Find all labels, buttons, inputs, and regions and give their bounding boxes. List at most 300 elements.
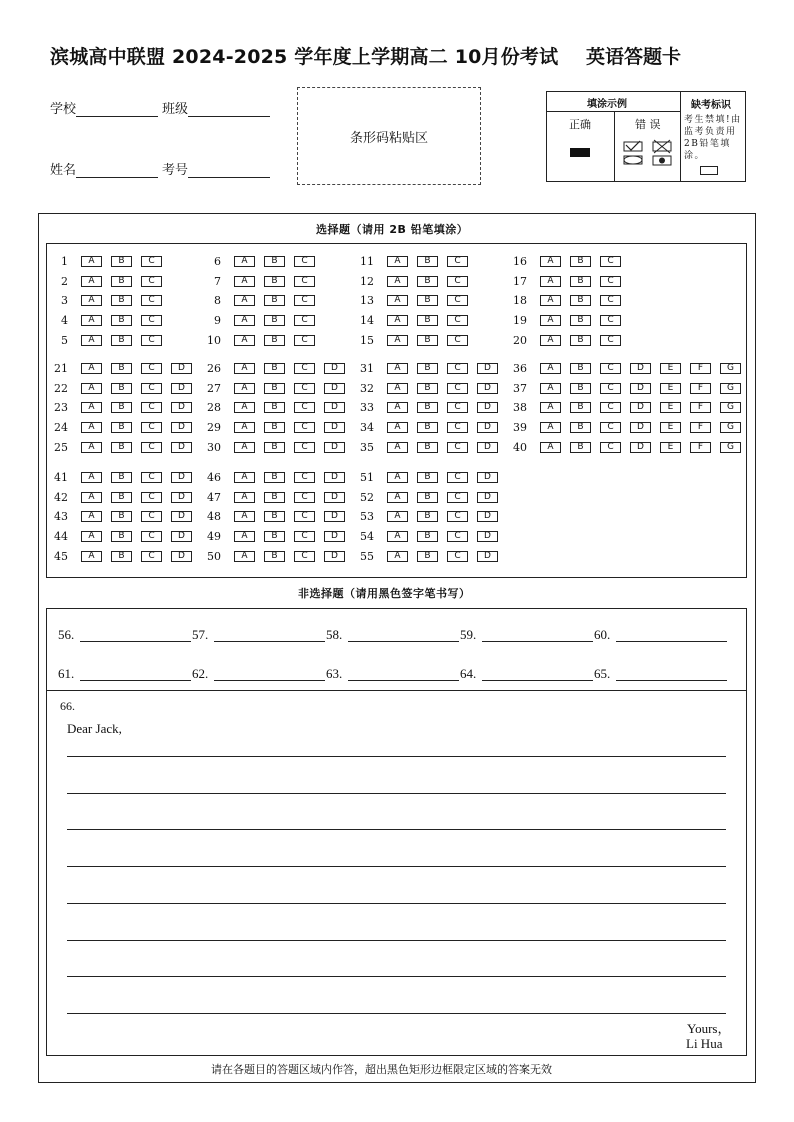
option-bubble-d[interactable]: D	[477, 402, 498, 413]
option-bubble-a[interactable]: A	[387, 511, 408, 522]
question-number: 21	[54, 362, 68, 375]
option-bubble-c[interactable]: C	[141, 276, 162, 287]
option-bubble-b[interactable]: B	[264, 256, 285, 267]
option-bubble-b[interactable]: B	[111, 276, 132, 287]
question-number: 40	[513, 440, 527, 454]
option-bubble-b[interactable]: B	[264, 531, 285, 542]
option-bubble-a[interactable]: A	[540, 383, 561, 394]
option-bubble-g[interactable]: G	[720, 402, 741, 413]
option-bubble-d[interactable]: D	[324, 531, 345, 542]
option-bubble-d[interactable]: D	[477, 531, 498, 542]
option-bubble-a[interactable]: A	[81, 295, 102, 306]
option-bubble-b[interactable]: B	[417, 363, 438, 374]
barcode-label: 条形码粘贴区	[349, 130, 428, 146]
exam-title: 滨城高中联盟 2024-2025 学年度上学期高二 10月份考试	[50, 46, 559, 68]
option-bubble-b[interactable]: B	[417, 276, 438, 287]
option-bubble-d[interactable]: D	[477, 383, 498, 394]
option-bubble-a[interactable]: A	[234, 363, 255, 374]
option-bubble-a[interactable]: A	[81, 363, 102, 374]
option-bubble-e[interactable]: E	[660, 442, 681, 453]
school-field[interactable]	[50, 98, 158, 117]
option-bubble-d[interactable]: D	[630, 422, 651, 433]
option-bubble-d[interactable]: D	[324, 422, 345, 433]
option-bubble-a[interactable]: A	[81, 492, 102, 503]
option-bubble-b[interactable]: B	[417, 511, 438, 522]
option-bubble-d[interactable]: D	[171, 492, 192, 503]
option-bubble-a[interactable]: A	[387, 531, 408, 542]
option-bubble-d[interactable]: D	[324, 442, 345, 453]
question-number: 7	[214, 274, 221, 288]
name-field[interactable]	[50, 159, 158, 178]
option-bubble-a[interactable]: A	[81, 383, 102, 394]
option-bubble-c[interactable]: C	[447, 363, 468, 374]
option-bubble-c[interactable]: C	[447, 315, 468, 326]
question-number: 3	[61, 294, 68, 308]
option-bubble-c[interactable]: C	[141, 315, 162, 326]
question-number: 49	[207, 530, 221, 544]
name-underline	[76, 163, 158, 178]
option-bubble-b[interactable]: B	[570, 256, 591, 267]
option-bubble-c[interactable]: C	[600, 335, 621, 346]
option-bubble-a[interactable]: A	[540, 335, 561, 346]
option-bubble-d[interactable]: D	[171, 511, 192, 522]
option-bubble-c[interactable]: C	[294, 511, 315, 522]
option-bubble-a[interactable]: A	[387, 363, 408, 374]
question-number: 18	[513, 294, 527, 308]
class-underline	[188, 102, 270, 117]
option-bubble-c[interactable]: C	[600, 295, 621, 306]
question-number: 12	[360, 274, 374, 288]
option-bubble-c[interactable]: C	[294, 363, 315, 374]
question-number: 44	[54, 530, 68, 544]
writing-line[interactable]	[67, 1013, 726, 1014]
option-bubble-c[interactable]: C	[600, 276, 621, 287]
option-bubble-c[interactable]: C	[294, 402, 315, 413]
option-bubble-b[interactable]: B	[264, 422, 285, 433]
blank-number: 64.	[460, 666, 477, 681]
writing-line[interactable]	[67, 793, 726, 794]
question-number: 32	[360, 381, 374, 395]
option-bubble-b[interactable]: B	[264, 276, 285, 287]
exam-number-field[interactable]	[162, 159, 270, 178]
barcode-area	[297, 87, 481, 185]
blank-answer-line[interactable]	[348, 680, 459, 681]
option-bubble-c[interactable]: C	[447, 551, 468, 562]
option-bubble-b[interactable]: B	[111, 363, 132, 374]
option-bubble-a[interactable]: A	[81, 442, 102, 453]
blank-answer-line[interactable]	[616, 680, 727, 681]
option-bubble-a[interactable]: A	[387, 492, 408, 503]
option-bubble-a[interactable]: A	[234, 315, 255, 326]
option-bubble-d[interactable]: D	[477, 511, 498, 522]
option-bubble-a[interactable]: A	[81, 256, 102, 267]
question-number: 25	[54, 440, 68, 454]
option-bubble-a[interactable]: A	[234, 472, 255, 483]
option-bubble-c[interactable]: C	[600, 442, 621, 453]
option-bubble-a[interactable]: A	[387, 551, 408, 562]
option-bubble-c[interactable]: C	[600, 422, 621, 433]
option-bubble-c[interactable]: C	[447, 276, 468, 287]
option-bubble-d[interactable]: D	[324, 383, 345, 394]
option-bubble-a[interactable]: A	[387, 422, 408, 433]
option-bubble-d[interactable]: D	[171, 422, 192, 433]
option-bubble-a[interactable]: A	[234, 551, 255, 562]
question-number: 23	[54, 401, 68, 415]
option-bubble-d[interactable]: D	[324, 511, 345, 522]
writing-line[interactable]	[67, 866, 726, 867]
option-bubble-b[interactable]: B	[264, 472, 285, 483]
option-bubble-c[interactable]: C	[141, 442, 162, 453]
option-bubble-a[interactable]: A	[540, 422, 561, 433]
option-bubble-a[interactable]: A	[234, 442, 255, 453]
option-bubble-a[interactable]: A	[387, 383, 408, 394]
option-bubble-b[interactable]: B	[264, 511, 285, 522]
writing-line[interactable]	[67, 829, 726, 830]
question-number: 45	[54, 549, 68, 563]
option-bubble-d[interactable]: D	[324, 402, 345, 413]
option-bubble-a[interactable]: A	[81, 335, 102, 346]
option-bubble-c[interactable]: C	[294, 422, 315, 433]
option-bubble-c[interactable]: C	[294, 492, 315, 503]
option-bubble-c[interactable]: C	[141, 551, 162, 562]
correct-fill-mark	[570, 148, 590, 157]
option-bubble-f[interactable]: F	[690, 363, 711, 374]
writing-line[interactable]	[67, 940, 726, 941]
option-bubble-d[interactable]: D	[630, 402, 651, 413]
option-bubble-c[interactable]: C	[141, 422, 162, 433]
option-bubble-b[interactable]: B	[417, 256, 438, 267]
blank-answer-line[interactable]	[348, 641, 459, 642]
option-bubble-a[interactable]: A	[387, 335, 408, 346]
option-bubble-a[interactable]: A	[387, 256, 408, 267]
option-bubble-b[interactable]: B	[417, 492, 438, 503]
option-bubble-b[interactable]: B	[111, 511, 132, 522]
option-bubble-g[interactable]: G	[720, 442, 741, 453]
blank-answer-line[interactable]	[80, 680, 191, 681]
question-number: 53	[360, 510, 374, 524]
option-bubble-g[interactable]: G	[720, 383, 741, 394]
option-bubble-b[interactable]: B	[417, 335, 438, 346]
option-bubble-c[interactable]: C	[294, 442, 315, 453]
option-bubble-a[interactable]: A	[540, 402, 561, 413]
option-bubble-d[interactable]: D	[171, 442, 192, 453]
option-bubble-f[interactable]: F	[690, 402, 711, 413]
option-bubble-b[interactable]: B	[264, 383, 285, 394]
blank-number: 61.	[58, 666, 75, 681]
option-bubble-d[interactable]: D	[324, 551, 345, 562]
option-bubble-b[interactable]: B	[264, 295, 285, 306]
option-bubble-a[interactable]: A	[540, 315, 561, 326]
option-bubble-b[interactable]: B	[417, 472, 438, 483]
class-field[interactable]	[162, 98, 270, 117]
option-bubble-d[interactable]: D	[171, 402, 192, 413]
option-bubble-b[interactable]: B	[417, 402, 438, 413]
option-bubble-b[interactable]: B	[417, 383, 438, 394]
option-bubble-e[interactable]: E	[660, 363, 681, 374]
question-number: 14	[360, 314, 374, 328]
option-bubble-b[interactable]: B	[570, 315, 591, 326]
option-bubble-d[interactable]: D	[477, 422, 498, 433]
option-bubble-c[interactable]: C	[447, 295, 468, 306]
option-bubble-c[interactable]: C	[447, 442, 468, 453]
option-bubble-c[interactable]: C	[600, 363, 621, 374]
absent-note: 考生禁填!由监考负责用2B铅笔填涂。	[684, 115, 742, 161]
option-bubble-a[interactable]: A	[234, 335, 255, 346]
option-bubble-a[interactable]: A	[234, 383, 255, 394]
question-number: 35	[360, 440, 374, 454]
option-bubble-d[interactable]: D	[171, 531, 192, 542]
option-bubble-a[interactable]: A	[387, 472, 408, 483]
option-bubble-a[interactable]: A	[81, 422, 102, 433]
blank-answer-line[interactable]	[616, 641, 727, 642]
option-bubble-a[interactable]: A	[387, 402, 408, 413]
option-bubble-b[interactable]: B	[111, 402, 132, 413]
option-bubble-d[interactable]: D	[171, 363, 192, 374]
option-bubble-b[interactable]: B	[264, 315, 285, 326]
option-bubble-c[interactable]: C	[141, 363, 162, 374]
question-number: 34	[360, 421, 374, 435]
option-bubble-a[interactable]: A	[387, 295, 408, 306]
option-bubble-c[interactable]: C	[294, 383, 315, 394]
class-label: 班级	[162, 102, 189, 117]
option-bubble-b[interactable]: B	[417, 442, 438, 453]
option-bubble-a[interactable]: A	[387, 442, 408, 453]
option-bubble-b[interactable]: B	[570, 363, 591, 374]
question-number: 43	[54, 510, 68, 524]
letter-closing: Yours，	[687, 1021, 731, 1036]
option-bubble-b[interactable]: B	[570, 335, 591, 346]
option-bubble-c[interactable]: C	[600, 383, 621, 394]
blank-answer-line[interactable]	[80, 641, 191, 642]
option-bubble-e[interactable]: E	[660, 402, 681, 413]
option-bubble-c[interactable]: C	[447, 511, 468, 522]
option-bubble-c[interactable]: C	[294, 276, 315, 287]
option-bubble-a[interactable]: A	[234, 492, 255, 503]
option-bubble-b[interactable]: B	[417, 315, 438, 326]
question-number: 4	[61, 314, 68, 328]
option-bubble-a[interactable]: A	[234, 402, 255, 413]
blank-answer-line[interactable]	[214, 641, 325, 642]
option-bubble-d[interactable]: D	[630, 363, 651, 374]
option-bubble-c[interactable]: C	[447, 492, 468, 503]
option-bubble-b[interactable]: B	[264, 551, 285, 562]
nonchoice-section-title: 非选择题（请用黑色签字笔书写）	[298, 587, 471, 600]
option-bubble-c[interactable]: C	[294, 256, 315, 267]
option-bubble-c[interactable]: C	[447, 472, 468, 483]
option-bubble-c[interactable]: C	[447, 256, 468, 267]
option-bubble-d[interactable]: D	[477, 492, 498, 503]
option-bubble-c[interactable]: C	[600, 315, 621, 326]
option-bubble-b[interactable]: B	[111, 442, 132, 453]
writing-line[interactable]	[67, 756, 726, 757]
option-bubble-c[interactable]: C	[294, 531, 315, 542]
question-number: 17	[513, 274, 527, 288]
option-bubble-c[interactable]: C	[294, 551, 315, 562]
option-bubble-a[interactable]: A	[81, 402, 102, 413]
option-bubble-b[interactable]: B	[417, 551, 438, 562]
option-bubble-c[interactable]: C	[447, 335, 468, 346]
question-number: 20	[513, 333, 527, 347]
blank-answer-line[interactable]	[482, 680, 593, 681]
option-bubble-a[interactable]: A	[234, 511, 255, 522]
question-number: 11	[360, 255, 374, 268]
option-bubble-d[interactable]: D	[324, 492, 345, 503]
option-bubble-b[interactable]: B	[570, 276, 591, 287]
option-bubble-d[interactable]: D	[171, 551, 192, 562]
option-bubble-d[interactable]: D	[324, 363, 345, 374]
option-bubble-c[interactable]: C	[447, 422, 468, 433]
option-bubble-a[interactable]: A	[540, 363, 561, 374]
question-number: 47	[207, 490, 221, 504]
option-bubble-b[interactable]: B	[264, 363, 285, 374]
absent-mark-box[interactable]	[700, 166, 718, 175]
option-bubble-b[interactable]: B	[111, 335, 132, 346]
option-bubble-c[interactable]: C	[294, 295, 315, 306]
option-bubble-b[interactable]: B	[264, 492, 285, 503]
writing-line[interactable]	[67, 903, 726, 904]
option-bubble-b[interactable]: B	[570, 422, 591, 433]
correct-label: 正确	[569, 118, 591, 131]
blank-number: 56.	[58, 627, 75, 642]
option-bubble-f[interactable]: F	[690, 442, 711, 453]
option-bubble-a[interactable]: A	[234, 276, 255, 287]
option-bubble-b[interactable]: B	[570, 383, 591, 394]
option-bubble-b[interactable]: B	[264, 442, 285, 453]
option-bubble-a[interactable]: A	[81, 551, 102, 562]
option-bubble-c[interactable]: C	[294, 335, 315, 346]
question-number: 5	[61, 333, 68, 347]
option-bubble-b[interactable]: B	[570, 295, 591, 306]
option-bubble-c[interactable]: C	[141, 472, 162, 483]
option-bubble-c[interactable]: C	[294, 472, 315, 483]
option-bubble-b[interactable]: B	[111, 422, 132, 433]
option-bubble-c[interactable]: C	[447, 402, 468, 413]
school-underline	[76, 102, 158, 117]
option-bubble-e[interactable]: E	[660, 383, 681, 394]
blank-number: 62.	[192, 666, 209, 681]
option-bubble-c[interactable]: C	[141, 335, 162, 346]
option-bubble-d[interactable]: D	[324, 472, 345, 483]
option-bubble-d[interactable]: D	[477, 442, 498, 453]
option-bubble-c[interactable]: C	[600, 402, 621, 413]
question-number: 19	[513, 314, 527, 328]
option-bubble-d[interactable]: D	[477, 363, 498, 374]
option-bubble-b[interactable]: B	[111, 551, 132, 562]
option-bubble-d[interactable]: D	[171, 472, 192, 483]
question-number: 8	[214, 294, 221, 308]
option-bubble-a[interactable]: A	[234, 295, 255, 306]
option-bubble-a[interactable]: A	[81, 511, 102, 522]
question-number: 24	[54, 421, 68, 435]
question-number: 10	[207, 333, 221, 347]
option-bubble-a[interactable]: A	[387, 315, 408, 326]
option-bubble-a[interactable]: A	[540, 295, 561, 306]
option-bubble-a[interactable]: A	[234, 531, 255, 542]
option-bubble-a[interactable]: A	[234, 256, 255, 267]
question-number: 31	[360, 362, 374, 375]
question-number: 36	[513, 362, 527, 375]
option-bubble-f[interactable]: F	[690, 383, 711, 394]
option-bubble-b[interactable]: B	[570, 402, 591, 413]
question-number: 48	[207, 510, 221, 524]
choice-section-title: 选择题（请用 2B 铅笔填涂）	[316, 223, 469, 236]
option-bubble-c[interactable]: C	[294, 315, 315, 326]
blank-answer-line[interactable]	[482, 641, 593, 642]
option-bubble-a[interactable]: A	[81, 472, 102, 483]
option-bubble-a[interactable]: A	[540, 276, 561, 287]
option-bubble-e[interactable]: E	[660, 422, 681, 433]
option-bubble-c[interactable]: C	[447, 531, 468, 542]
question-number: 41	[54, 471, 68, 484]
option-bubble-b[interactable]: B	[111, 531, 132, 542]
option-bubble-d[interactable]: D	[171, 383, 192, 394]
option-bubble-b[interactable]: B	[417, 531, 438, 542]
option-bubble-a[interactable]: A	[234, 422, 255, 433]
option-bubble-c[interactable]: C	[141, 511, 162, 522]
writing-line[interactable]	[67, 976, 726, 977]
option-bubble-b[interactable]: B	[111, 295, 132, 306]
question-number: 52	[360, 490, 374, 504]
question-number: 27	[207, 381, 221, 395]
letter-greeting: Dear Jack,	[67, 721, 122, 736]
option-bubble-c[interactable]: C	[141, 383, 162, 394]
option-bubble-a[interactable]: A	[540, 442, 561, 453]
option-bubble-c[interactable]: C	[141, 295, 162, 306]
option-bubble-c[interactable]: C	[141, 492, 162, 503]
option-bubble-b[interactable]: B	[417, 295, 438, 306]
option-bubble-a[interactable]: A	[387, 276, 408, 287]
option-bubble-c[interactable]: C	[141, 402, 162, 413]
fill-example-title: 填涂示例	[587, 99, 627, 110]
option-bubble-c[interactable]: C	[141, 531, 162, 542]
option-bubble-b[interactable]: B	[111, 472, 132, 483]
blank-number: 60.	[594, 627, 611, 642]
option-bubble-b[interactable]: B	[417, 422, 438, 433]
option-bubble-a[interactable]: A	[81, 276, 102, 287]
question-number: 13	[360, 294, 374, 308]
option-bubble-c[interactable]: C	[447, 383, 468, 394]
exam-number-underline	[188, 163, 270, 178]
option-bubble-b[interactable]: B	[111, 383, 132, 394]
option-bubble-b[interactable]: B	[570, 442, 591, 453]
question-number: 37	[513, 381, 527, 395]
option-bubble-d[interactable]: D	[477, 472, 498, 483]
option-bubble-b[interactable]: B	[111, 256, 132, 267]
question-number: 29	[207, 421, 221, 435]
option-bubble-c[interactable]: C	[600, 256, 621, 267]
option-bubble-a[interactable]: A	[540, 256, 561, 267]
blank-number: 58.	[326, 627, 343, 642]
question-number: 46	[207, 471, 221, 484]
option-bubble-a[interactable]: A	[81, 315, 102, 326]
option-bubble-d[interactable]: D	[630, 442, 651, 453]
option-bubble-b[interactable]: B	[264, 402, 285, 413]
option-bubble-f[interactable]: F	[690, 422, 711, 433]
option-bubble-a[interactable]: A	[81, 531, 102, 542]
option-bubble-c[interactable]: C	[141, 256, 162, 267]
option-bubble-b[interactable]: B	[111, 492, 132, 503]
footer-note: 请在各题目的答题区域内作答，超出黑色矩形边框限定区域的答案无效	[211, 1063, 552, 1076]
option-bubble-b[interactable]: B	[111, 315, 132, 326]
question-number: 51	[360, 471, 374, 484]
blank-answer-line[interactable]	[214, 680, 325, 681]
option-bubble-d[interactable]: D	[477, 551, 498, 562]
option-bubble-g[interactable]: G	[720, 363, 741, 374]
option-bubble-d[interactable]: D	[630, 383, 651, 394]
option-bubble-g[interactable]: G	[720, 422, 741, 433]
blank-number: 59.	[460, 627, 477, 642]
option-bubble-b[interactable]: B	[264, 335, 285, 346]
